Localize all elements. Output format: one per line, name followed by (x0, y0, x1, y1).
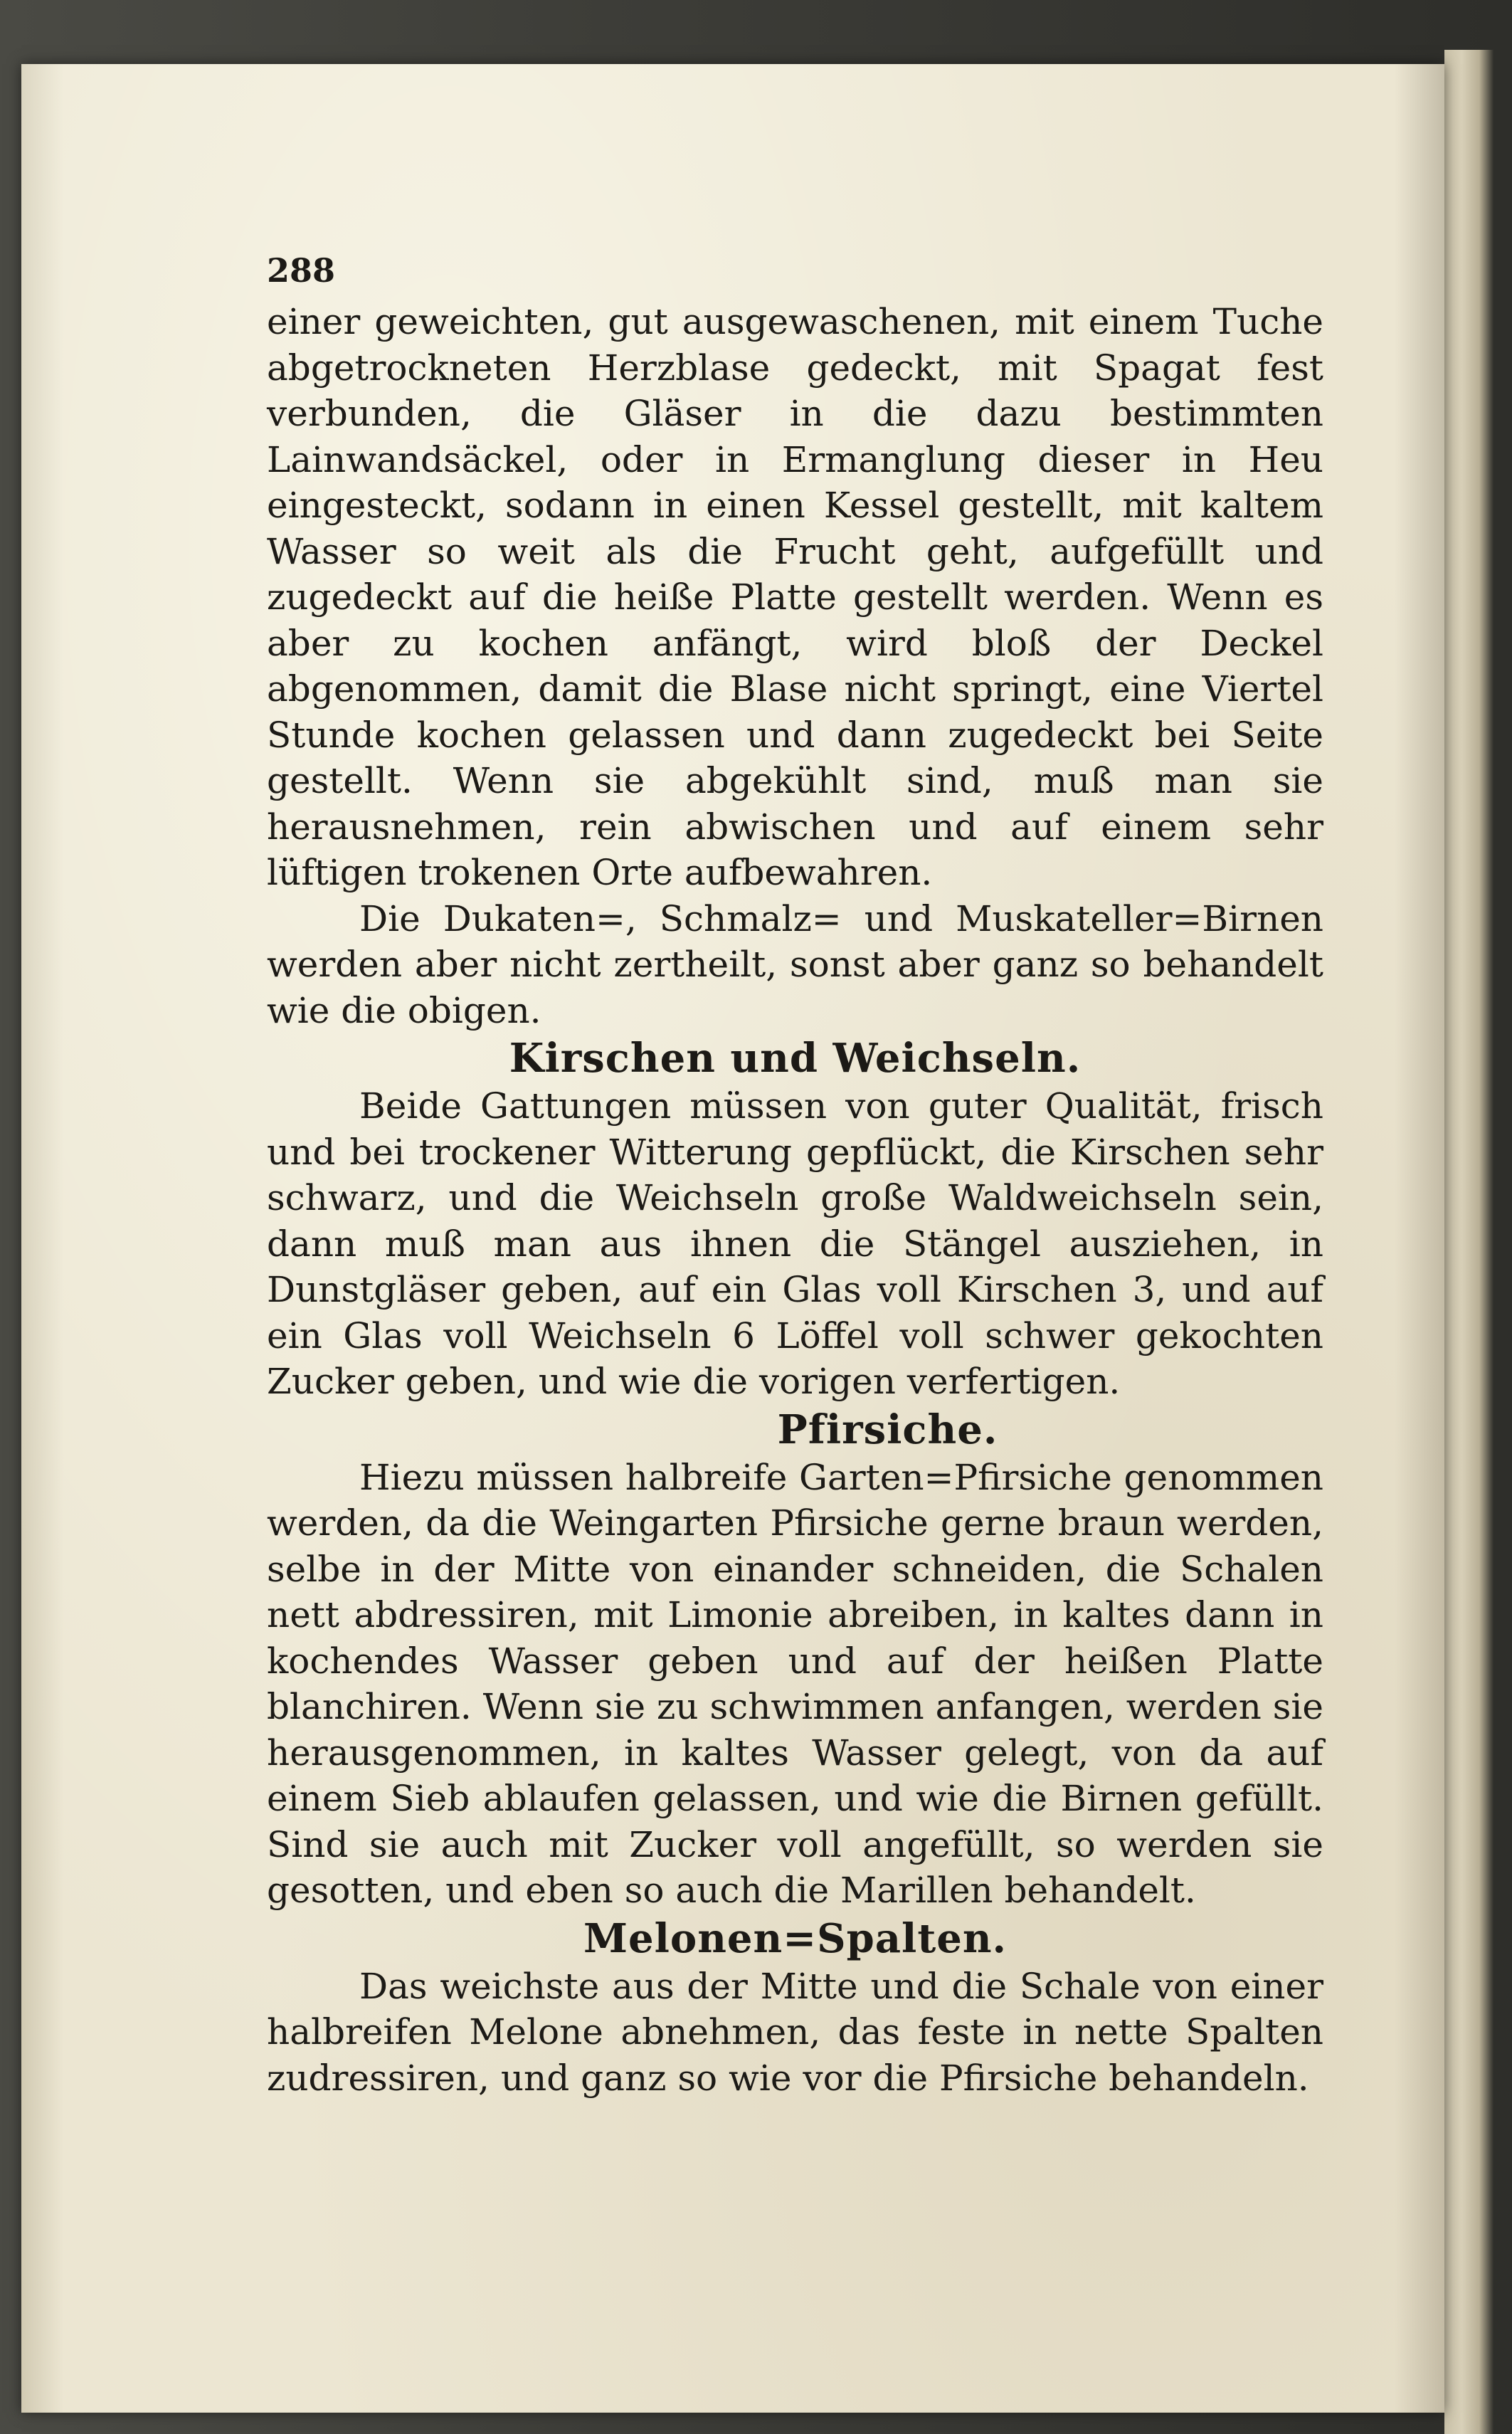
page-edge (1444, 50, 1494, 2434)
page-text (267, 249, 1323, 2101)
heading-peaches: Pfirsiche. (777, 1406, 998, 1453)
paragraph-melon-slices: Das weichste aus der Mitte und die Schale von einer halbreifen Melone abnehmen, das feste in nette Spalten zudressiren, und ganz so wie vor die Pfirsiche behandeln. (267, 1965, 1323, 2099)
heading-cherries: Kirschen und Weichseln. (509, 1035, 1082, 1082)
page-number: 288 (267, 251, 336, 290)
heading-melon-slices: Melonen=Spalten. (583, 1914, 1008, 1962)
paragraph-pear-preserving: einer geweichten, gut ausgewaschenen, mit einem Tuche abgetrockneten Herzblase gedeckt, mit Spagat fest verbunden, die Gläser in die dazu bestimmten Lainwandsäckel, oder in Ermanglung dieser in Heu eingesteckt, sodann in einen Kessel gestellt, mit kaltem Wasser so weit als die Frucht geht, aufgefüllt und zugedeckt auf die heiße Platte gestellt werden. Wenn es aber zu kochen anfängt, wird bloß der Deckel abgenommen, damit die Blase nicht springt, eine Viertel Stunde kochen gelassen und dann zugedeckt bei Seite gestellt. Wenn sie abgekühlt sind, muß man sie herausnehmen, rein abwischen und auf einem sehr lüftigen trokenen Orte aufbewahren. (267, 301, 1323, 893)
paragraph-peaches: Hiezu müssen halbreife Garten=Pfirsiche genommen werden, da die Weingarten Pfirsiche gerne braun werden, selbe in der Mitte von einander schneiden, die Schalen nett abdressiren, mit Limonie abreiben, in kaltes dann in kochendes Wasser geben und auf der heißen Platte blanchiren. Wenn sie zu schwimmen anfangen, werden sie herausgenommen, in kaltes Wasser gelegt, von da auf einem Sieb ablaufen gelassen, und wie die Birnen gefüllt. Sind sie auch mit Zucker voll angefüllt, so werden sie gesotten, und eben so auch die Marillen behandelt. (267, 1456, 1323, 1911)
paragraph-cherries: Beide Gattungen müssen von guter Qualität, frisch und bei trockener Witterung gepflückt, die Kirschen sehr schwarz, und die Weichseln große Waldweichseln sein, dann muß man aus ihnen die Stängel ausziehen, in Dunstgläser geben, auf ein Glas voll Kirschen 3, und auf ein Glas voll Weichseln 6 Löffel voll schwer gekochten Zucker geben, und wie die vorigen verfertigen. (267, 1085, 1323, 1402)
paragraph-pear-varieties: Die Dukaten=, Schmalz= und Muskateller=Birnen werden aber nicht zertheilt, sonst aber ganz so behandelt wie die obigen. (267, 897, 1323, 1031)
